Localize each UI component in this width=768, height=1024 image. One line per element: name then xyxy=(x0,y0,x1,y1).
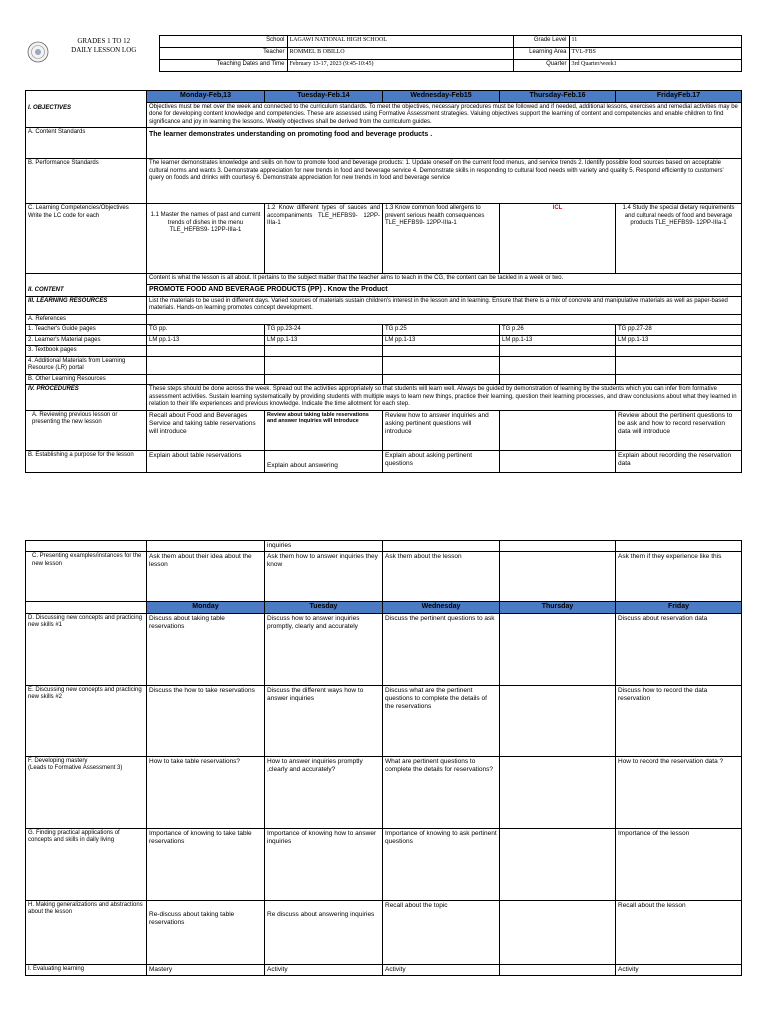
competency-friday: 1.4 Study the special dietary requirements and cultural needs of food and beverage products TLE_HEFBS9- 12PP-IIIa-1 xyxy=(616,204,742,274)
additional-materials-friday xyxy=(616,356,742,374)
teachers-guide-label: 1. Teacher's Guide pages xyxy=(26,325,147,336)
discussing-2-monday: Discuss the how to take reservations xyxy=(147,685,265,756)
learning-area-label: Learning Area xyxy=(513,48,569,60)
content-standards-value: The learner demonstrates understanding on promoting food and beverage products . xyxy=(147,128,742,159)
textbook-thursday xyxy=(500,346,616,357)
discussing-2-tuesday: Discuss the different ways how to answer inquiries xyxy=(265,685,383,756)
content-heading: II. CONTENT xyxy=(26,274,147,296)
objectives-heading: I. OBJECTIVES xyxy=(26,91,147,128)
day-header-thursday: Thursday-Feb.16 xyxy=(500,91,616,103)
presenting-label: C. Presenting examples/instances for the new lesson xyxy=(26,552,147,602)
teachers-guide-wednesday: TG p.25 xyxy=(383,325,500,336)
resources-heading: III. LEARNING RESOURCES xyxy=(26,296,147,314)
purpose-wednesday: Explain about asking pertinent questions xyxy=(383,450,500,472)
discussing-1-wednesday: Discuss the pertinent questions to ask xyxy=(383,613,500,685)
logo-cell xyxy=(25,36,49,72)
table-row xyxy=(26,613,742,685)
purpose-label: B. Establishing a purpose for the lesson xyxy=(26,450,147,472)
additional-materials-monday xyxy=(147,356,265,374)
teachers-guide-friday: TG pp.27-28 xyxy=(616,325,742,336)
content-note: Content is what the lesson is all about. It pertains to the subject matter that the teacher aims to teach in the CG, the content can be tackled in a week or two. xyxy=(147,274,742,285)
competencies-label: C. Learning Competencies/Objectives Write the LC code for each xyxy=(26,204,147,274)
applications-thursday xyxy=(500,828,616,900)
day2-header-thursday: Thursday xyxy=(500,602,616,614)
discussing-1-tuesday: Discuss how to answer inquiries promptly, clearly and accurately xyxy=(265,613,383,685)
carry-tuesday: inquiries xyxy=(265,541,383,552)
competency-wednesday: 1.3 Know common food allergens to prevent serious health consequences TLE_HEFBS9- 12PP-IIIa-1 xyxy=(383,204,500,274)
day2-header-monday: Monday xyxy=(147,602,265,614)
presenting-wednesday: Ask them about the lesson xyxy=(383,552,500,602)
evaluating-thursday xyxy=(500,964,616,975)
day-header-friday: FridayFeb.17 xyxy=(616,91,742,103)
day-header-blank xyxy=(26,602,147,614)
quarter-label: Quarter xyxy=(513,60,569,72)
presenting-monday: Ask them about their idea about the lesson xyxy=(147,552,265,602)
reviewing-friday: Review about the pertinent questions to be ask and how to record reservation data will introduce xyxy=(616,410,742,450)
resources-note: List the materials to be used in different days. Varied sources of materials sustain children's interest in the lesson and in learning. Ensure that there is a mix of concrete and manipulative materials as well as paper-based materials. Hands-on learning promotes concept development. xyxy=(147,296,742,314)
title-line-2: DAILY LESSON LOG xyxy=(71,45,137,54)
discussing-1-thursday xyxy=(500,613,616,685)
generalizations-friday: Recall about the lesson xyxy=(616,900,742,964)
generalizations-monday: Re-discuss about taking table reservations xyxy=(147,900,265,964)
day2-header-tuesday: Tuesday xyxy=(265,602,383,614)
table-row xyxy=(26,356,742,374)
mastery-friday: How to record the reservation data ? xyxy=(616,756,742,828)
other-resources-thursday xyxy=(500,374,616,385)
evaluating-wednesday: Activity xyxy=(383,964,500,975)
teachers-guide-thursday: TG p.26 xyxy=(500,325,616,336)
generalizations-thursday xyxy=(500,900,616,964)
mastery-tuesday: How to answer inquiries promptly ,clearly and accurately? xyxy=(265,756,383,828)
table-row xyxy=(26,828,742,900)
day-header-tuesday: Tuesday-Feb.14 xyxy=(265,91,383,103)
discussing-1-friday: Discuss about reservation data xyxy=(616,613,742,685)
purpose-tuesday: Explain about answering xyxy=(265,450,383,472)
generalizations-wednesday: Recall about the topic xyxy=(383,900,500,964)
evaluating-label: I. Evaluating learning xyxy=(26,964,147,975)
applications-tuesday: Importance of knowing how to answer inquiries xyxy=(265,828,383,900)
day2-header-wednesday: Wednesday xyxy=(383,602,500,614)
header-table xyxy=(25,35,742,72)
additional-materials-tuesday xyxy=(265,356,383,374)
table-row xyxy=(26,900,742,964)
table-row xyxy=(26,541,742,552)
learners-material-thursday: LM pp.1-13 xyxy=(500,335,616,346)
procedures-heading: IV. PROCEDURES xyxy=(26,385,147,411)
presenting-friday: Ask them if they experience like this xyxy=(616,552,742,602)
grade-level-value: 11 xyxy=(569,36,741,48)
discussing-1-label: D. Discussing new concepts and practicing new skills #1 xyxy=(26,613,147,685)
procedures-note: These steps should be done across the week. Spread out the activities appropriately so that students will learn well. Always be guided by demonstration of learning by the students which you can infer from formative assessment activities. Sustain learning systematically by providing students with multiple ways to learn new things, practice their learning, question their learning processes, and draw conclusions about what they learned in relation to their life experiences and previous knowledge. Indicate the time allotment for each step. xyxy=(147,385,742,411)
day-header-wednesday: Wednesday-Feb15 xyxy=(383,91,500,103)
textbook-monday xyxy=(147,346,265,357)
dates-value: February 13-17, 2023 (9:45-10:45) xyxy=(287,60,513,72)
textbook-wednesday xyxy=(383,346,500,357)
generalizations-tuesday: Re discuss about answering inquiries xyxy=(265,900,383,964)
table-row xyxy=(26,450,742,472)
reviewing-monday: Recall about Food and Beverages Service and taking table reservations will introduce xyxy=(147,410,265,450)
performance-standards-value: The learner demonstrates knowledge and skills on how to promote food and beverage products: 1. Update oneself on the current food menus, and service trends 2. Identify possible food sources based on acceptable cultural norms and wants 3. Demonstrate appreciation for new trends in food and beverage service 4. Demonstrate skills in responding to cultural food needs with variety and quality 5. Respond efficiently to customers' query on foods and drinks with courtesy 6. Demonstrate appreciation for new trends in food and beverage service xyxy=(147,159,742,204)
discussing-2-thursday xyxy=(500,685,616,756)
deped-seal-icon xyxy=(27,41,49,63)
additional-materials-label: 4. Additional Materials from Learning Resource (LR) portal xyxy=(26,356,147,374)
additional-materials-wednesday xyxy=(383,356,500,374)
carry-label xyxy=(26,541,147,552)
learners-material-tuesday: LM pp.1-13 xyxy=(265,335,383,346)
quarter-value: 3rd Quarter/week1 xyxy=(569,60,741,72)
grade-level-label: Grade Level xyxy=(513,36,569,48)
table-row xyxy=(26,325,742,336)
reviewing-wednesday: Review how to answer inquiries and asking pertinent questions will introduce xyxy=(383,410,500,450)
purpose-monday: Explain about table reservations xyxy=(147,450,265,472)
evaluating-monday: Mastery xyxy=(147,964,265,975)
table-row xyxy=(26,756,742,828)
performance-standards-label: B. Performance Standards xyxy=(26,159,147,204)
table-row xyxy=(26,964,742,975)
reviewing-thursday xyxy=(500,410,616,450)
learners-material-label: 2. Learner's Material pages xyxy=(26,335,147,346)
content-value: PROMOTE FOOD AND BEVERAGE PRODUCTS (PP) . Know the Product xyxy=(147,284,742,296)
applications-label: G. Finding practical applications of concepts and skills in daily living xyxy=(26,828,147,900)
competency-thursday-icl: ICL xyxy=(500,204,616,274)
discussing-2-wednesday: Discuss what are the pertinent questions to complete the details of the reservations xyxy=(383,685,500,756)
table-row xyxy=(26,552,742,602)
table-row xyxy=(26,346,742,357)
purpose-friday: Explain about recording the reservation data xyxy=(616,450,742,472)
additional-materials-thursday xyxy=(500,356,616,374)
learners-material-wednesday: LM pp.1-13 xyxy=(383,335,500,346)
discussing-1-monday: Discuss about taking table reservations xyxy=(147,613,265,685)
carry-thursday xyxy=(500,541,616,552)
content-standards-label: A. Content Standards xyxy=(26,128,147,159)
presenting-tuesday: Ask them how to answer inquiries they know xyxy=(265,552,383,602)
presenting-thursday xyxy=(500,552,616,602)
teachers-guide-tuesday: TG pp.23-24 xyxy=(265,325,383,336)
school-label: School xyxy=(159,36,287,48)
competency-tuesday: 1.2 Know different types of sauces and accompaniments TLE_HEFBS9- 12PP-IIIa-1 xyxy=(265,204,383,274)
reviewing-label: A. Reviewing previous lesson or presenting the new lesson xyxy=(26,410,147,450)
carry-wednesday xyxy=(383,541,500,552)
carry-friday xyxy=(616,541,742,552)
day2-header-friday: Friday xyxy=(616,602,742,614)
other-resources-friday xyxy=(616,374,742,385)
lesson-table-page2 xyxy=(25,540,742,976)
dates-label: Teaching Dates and Time xyxy=(159,60,287,72)
teacher-label: Teacher xyxy=(159,48,287,60)
other-resources-tuesday xyxy=(265,374,383,385)
table-row xyxy=(26,374,742,385)
learners-material-monday: LM pp.1-13 xyxy=(147,335,265,346)
evaluating-tuesday: Activity xyxy=(265,964,383,975)
lesson-table-page1 xyxy=(25,90,742,473)
objectives-note: Objectives must be met over the week and connected to the curriculum standards. To meet the objectives, necessary procedures must be followed and if needed, additional lessons, exercises and remedial activities may be done for developing content knowledge and competencies. These are assessed using Formative Assessment strategies. Valuing objectives support the learning of content and competencies and enable children to find significance and joy in learning the lessons. Weekly objectives shall be derived from the curriculum guides. xyxy=(147,102,742,128)
table-row xyxy=(26,410,742,450)
other-resources-monday xyxy=(147,374,265,385)
table-row xyxy=(26,685,742,756)
teachers-guide-monday: TG pp. xyxy=(147,325,265,336)
reviewing-tuesday: Review about taking table reservations and answer inquiries will introduce xyxy=(265,410,383,450)
title-line-1: GRADES 1 TO 12 xyxy=(77,36,131,45)
mastery-label: F. Developing mastery (Leads to Formative Assessment 3) xyxy=(26,756,147,828)
references-cell xyxy=(147,314,742,325)
purpose-thursday xyxy=(500,450,616,472)
discussing-2-label: E. Discussing new concepts and practicing new skills #2 xyxy=(26,685,147,756)
applications-friday: Importance of the lesson xyxy=(616,828,742,900)
learners-material-friday: LM pp.1-13 xyxy=(616,335,742,346)
school-value: LAGAWI NATIONAL HIGH SCHOOL xyxy=(287,36,513,48)
carry-monday xyxy=(147,541,265,552)
textbook-label: 3. Textbook pages xyxy=(26,346,147,357)
mastery-monday: How to take table reservations? xyxy=(147,756,265,828)
discussing-2-friday: Discuss how to record the data reservation xyxy=(616,685,742,756)
other-resources-wednesday xyxy=(383,374,500,385)
references-label: A. References xyxy=(26,314,147,325)
log-title xyxy=(49,36,159,72)
textbook-tuesday xyxy=(265,346,383,357)
applications-wednesday: Importance of knowing to ask pertinent questions xyxy=(383,828,500,900)
other-resources-label: B. Other Learning Resources xyxy=(26,374,147,385)
learning-area-value: TVL-FBS xyxy=(569,48,741,60)
textbook-friday xyxy=(616,346,742,357)
day-header-monday: Monday-Feb,13 xyxy=(147,91,265,103)
generalizations-label: H. Making generalizations and abstractions about the lesson xyxy=(26,900,147,964)
mastery-thursday xyxy=(500,756,616,828)
mastery-wednesday: What are pertinent questions to complete the details for reservations? xyxy=(383,756,500,828)
table-row xyxy=(26,335,742,346)
competency-monday: 1.1 Master the names of past and current trends of dishes in the menu TLE_HEFBS9- 12PP-IIIa-1 xyxy=(147,204,265,274)
evaluating-friday: Activity xyxy=(616,964,742,975)
applications-monday: Importance of knowing to take table reservations xyxy=(147,828,265,900)
teacher-value: ROMMEL B OBILLO xyxy=(287,48,513,60)
